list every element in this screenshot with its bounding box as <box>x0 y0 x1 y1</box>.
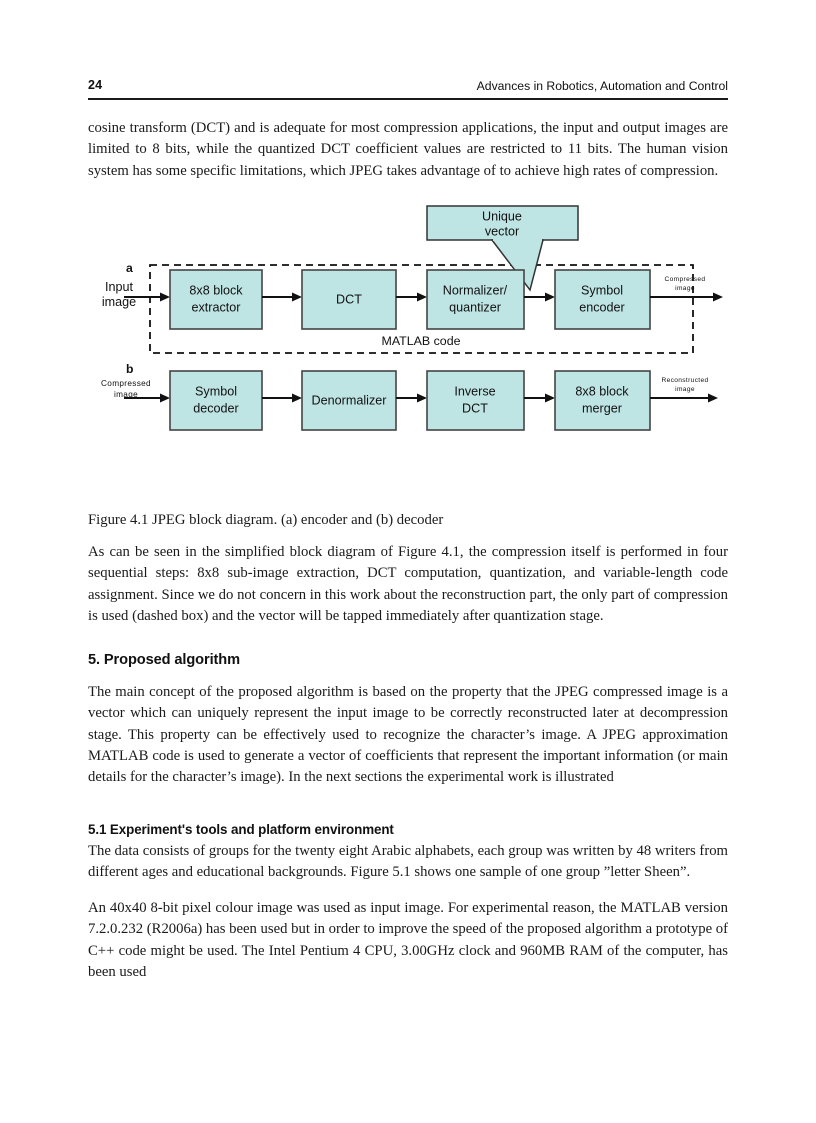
section-5-heading: 5. Proposed algorithm <box>88 652 240 668</box>
row-a-arrow-1-head <box>292 293 302 302</box>
row-b-block-1-line2: decoder <box>193 401 239 416</box>
unique-vector-label-line1: Unique <box>482 209 522 224</box>
row-b-block-4-line2: merger <box>582 401 622 416</box>
jpeg-block-diagram <box>88 196 736 446</box>
intro-paragraph-block <box>88 118 728 182</box>
row-b-input-label-line2: image <box>113 390 139 399</box>
section-5-1-heading: 5.1 Experiment's tools and platform environment <box>88 822 394 837</box>
row-a-input-arrow-head <box>160 293 170 302</box>
after-figure-paragraph: As can be seen in the simplified block diagram of Figure 4.1, the compression itself is performed in four sequential steps: 8x8 sub-image extraction, DCT computation, quantization, and variable-length code assignment. Since we do not concern in this work about the reconstruction part, the only part of compression is used (dashed box) and the vector will be tapped immediately after quantization stage. <box>88 544 728 624</box>
unique-vector-label-line2: vector <box>484 224 520 239</box>
row-a-block-2-line1: DCT <box>336 292 362 307</box>
row-a-block-1-line2: extractor <box>191 300 241 315</box>
row-b-arrow-3-head <box>545 394 555 403</box>
section-5-1-paragraph-1: The data consists of groups for the twenty eight Arabic alphabets, each group was written by 48 writers from different ages and educational backgrounds. Figure 5.1 shows one sample of one group ”letter Sheen”. <box>88 843 728 881</box>
after-figure-block <box>88 542 728 627</box>
row-a-block-4-line1: Symbol <box>581 283 623 298</box>
row-b-arrow-2-head <box>417 394 427 403</box>
row-b-block-3-line2: DCT <box>462 401 488 416</box>
figure-caption-block <box>88 510 728 531</box>
running-header <box>88 78 728 102</box>
figure-4-1 <box>88 196 736 446</box>
section-5-paragraph: The main concept of the proposed algorithm is based on the property that the JPEG compressed image is a vector which can uniquely represent the input image to be correctly reconstructed later at decompression stage. This property can be effectively used to recognize the character’s image. A JPEG approximation MATLAB code is used to generate a vector of coefficients that represent the important information (or main details for the character’s image). In the next sections the experimental work is illustrated <box>88 684 728 786</box>
intro-paragraph: cosine transform (DCT) and is adequate for most compression applications, the input and output images are limited to 8 bits, while the quantized DCT coefficient values are restricted to 11 bits. The human vision system has some specific limitations, which JPEG takes advantage of to achieve high rates of compression. <box>88 120 728 179</box>
row-b-block-1-line1: Symbol <box>195 384 237 399</box>
section-5-1-text-block-1 <box>88 841 728 884</box>
section-5-block <box>88 652 728 668</box>
row-b-output-label-line2: image <box>675 386 695 393</box>
row-b-block-2-line1: Denormalizer <box>311 393 387 408</box>
row-b-block-4-line1: 8x8 block <box>575 384 629 399</box>
row-b-input-label-line1: Compressed <box>101 379 151 388</box>
row-a-block-4-line2: encoder <box>579 300 625 315</box>
section-5-1-text-block-2 <box>88 898 728 983</box>
matlab-code-label: MATLAB code <box>381 334 461 348</box>
header-rule <box>88 98 728 100</box>
section-5-1-paragraph-2: An 40x40 8-bit pixel colour image was used as input image. For experimental reason, the MATLAB version 7.2.0.232 (R2006a) has been used but in order to improve the speed of the proposed algorithm a prototype of C++ code might be used. The Intel Pentium 4 CPU, 3.00GHz clock and 960MB RAM of the computer, has been used <box>88 900 728 980</box>
row-b-input-arrow-head <box>160 394 170 403</box>
row-a-block-1-line1: 8x8 block <box>189 283 243 298</box>
section-5-1-block <box>88 822 728 837</box>
row-b-arrow-1-head <box>292 394 302 403</box>
figure-caption: Figure 4.1 JPEG block diagram. (a) encoder and (b) decoder <box>88 512 444 528</box>
row-a-output-label-line2: image <box>675 285 695 292</box>
row-a-label: a <box>126 261 133 275</box>
row-a-block-3-line2: quantizer <box>449 300 501 315</box>
row-b-output-label-line1: Reconstructed <box>661 377 709 384</box>
row-b-output-arrow-head <box>708 394 718 403</box>
row-a-arrow-2-head <box>417 293 427 302</box>
row-a-output-arrow-head <box>713 293 723 302</box>
section-5-text-block <box>88 682 728 788</box>
row-b-label: b <box>126 362 134 376</box>
row-a-input-label-line2: image <box>101 295 137 309</box>
row-a-input-label-line1: Input <box>104 280 134 294</box>
row-b-block-3-line1: Inverse <box>454 384 496 399</box>
row-a-output-label-line1: Compressed <box>664 276 706 283</box>
row-a-block-3-line1: Normalizer/ <box>442 283 508 298</box>
running-title: Advances in Robotics, Automation and Control <box>476 79 728 93</box>
row-a-arrow-3-head <box>545 293 555 302</box>
page-number: 24 <box>88 78 103 92</box>
